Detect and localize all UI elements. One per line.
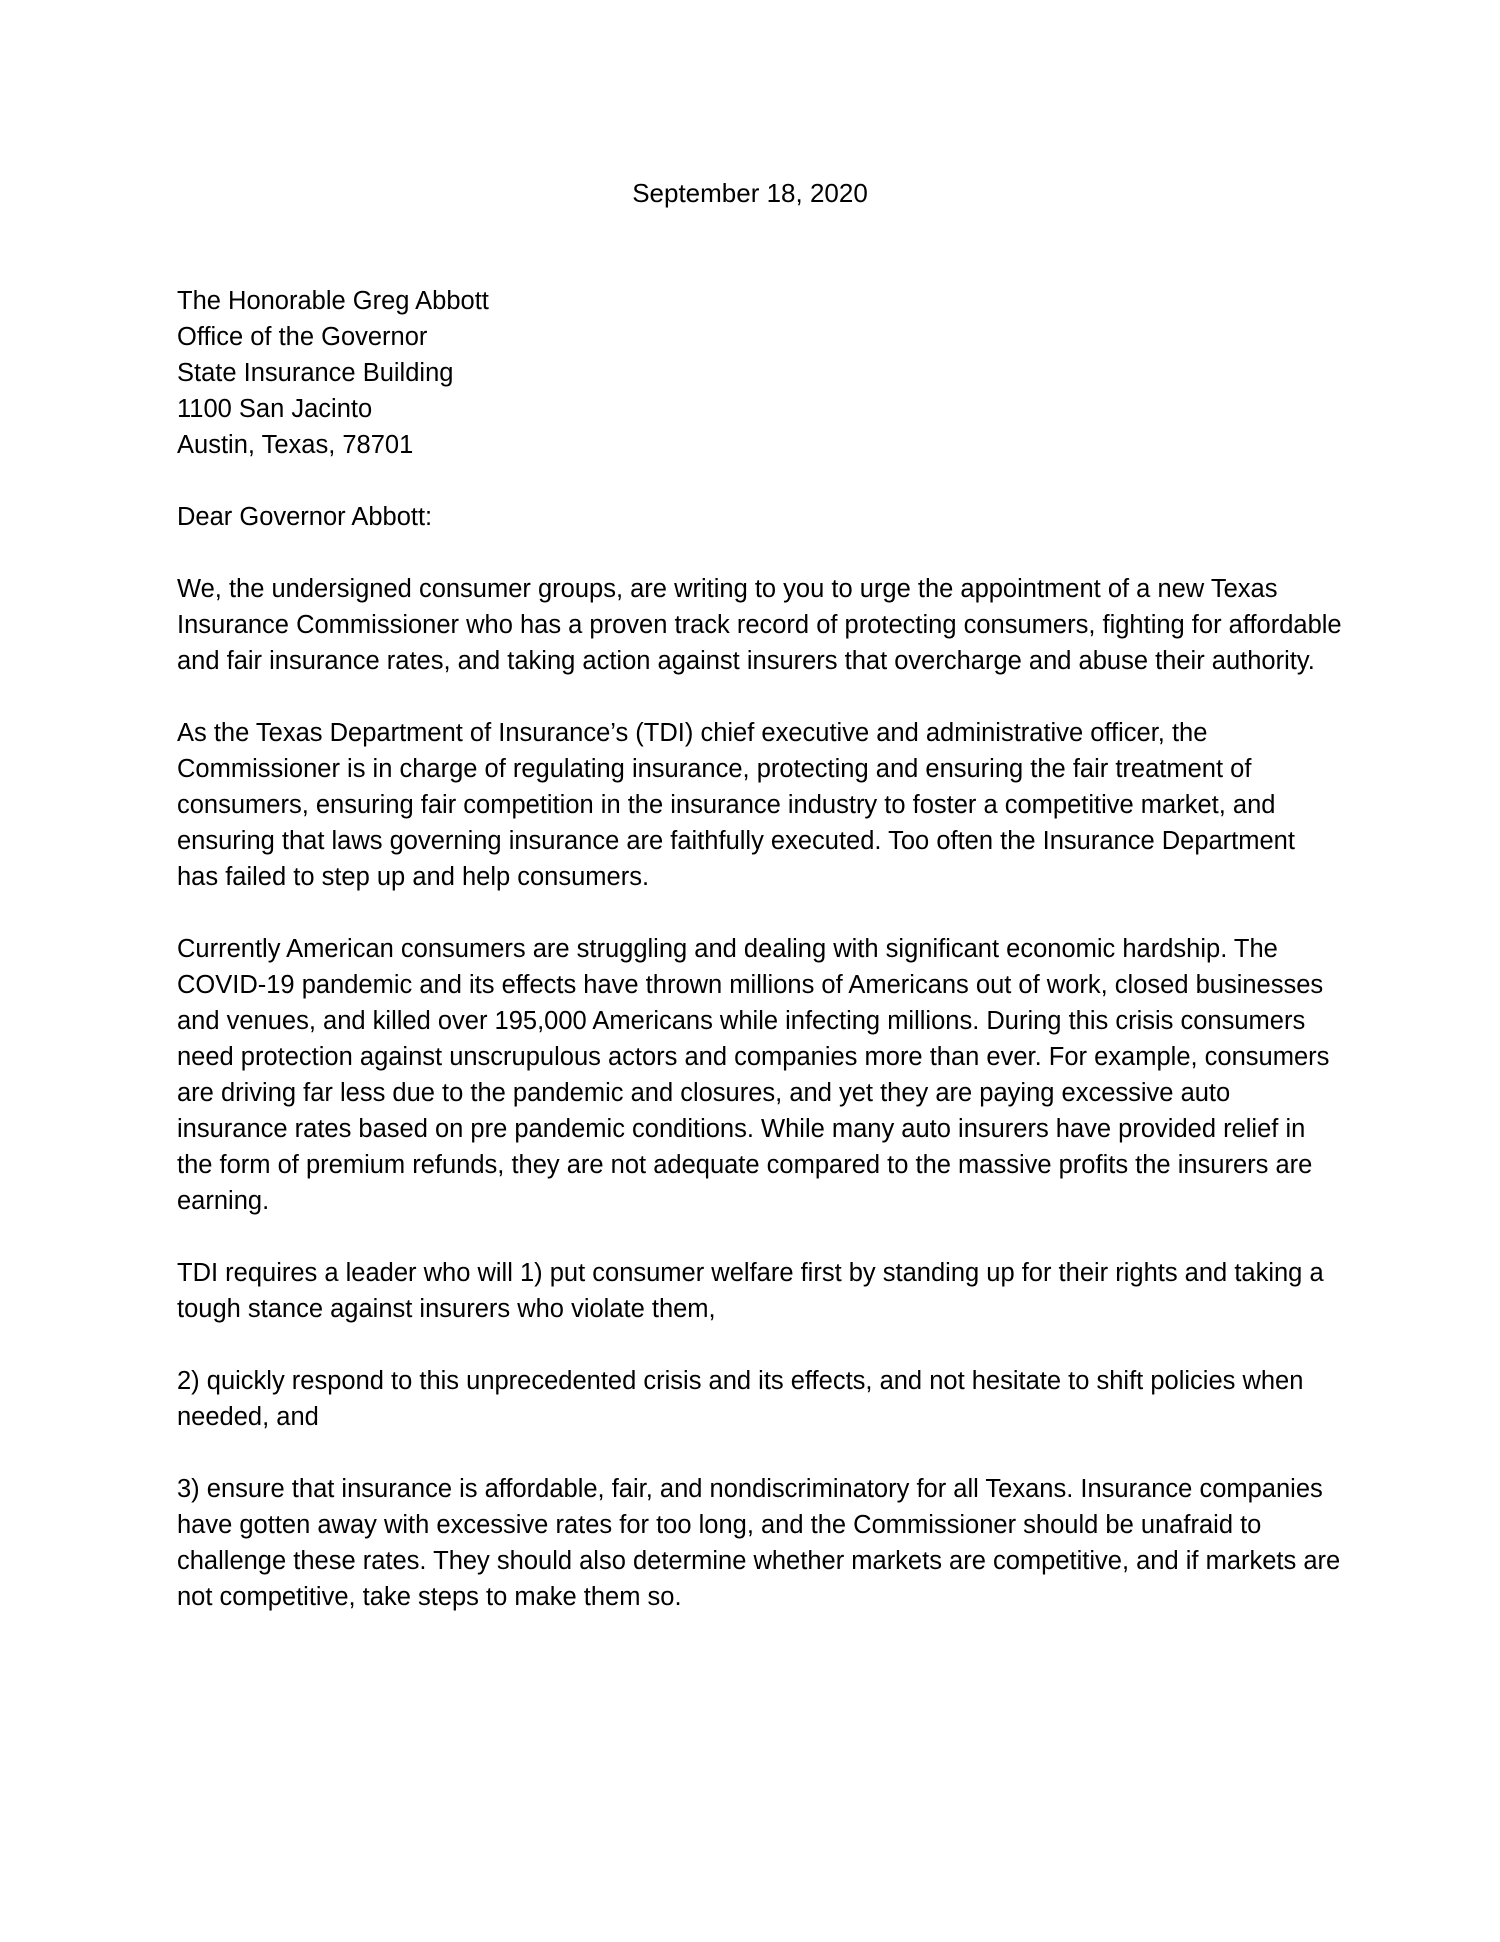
letter-date: September 18, 2020	[632, 178, 868, 208]
salutation: Dear Governor Abbott:	[177, 503, 433, 531]
paragraph-requirement-2: 2) quickly respond to this unprecedented crisis and its effects, and not hesitate to shift policies when needed, and	[177, 1367, 1304, 1431]
paragraph-commissioner-role: As the Texas Department of Insurance’s (TDI) chief executive and administrative officer, the Commissioner is in charge of regulating insurance, protecting and ensuring the fair treatment of consumers, ensuring fair competition in the insurance industry to foster a competitive market, and ensuring that laws governing insurance are faithfully executed. Too often the Insurance Department has failed to step up and help consumers.	[177, 719, 1295, 891]
recipient-name: The Honorable Greg Abbott	[177, 287, 489, 315]
recipient-city: Austin, Texas, 78701	[177, 431, 414, 459]
paragraph-urge-appointment: We, the undersigned consumer groups, are writing to you to urge the appointment of a new Texas Insurance Commissioner who has a proven track record of protecting consumers, fighting for affordable and fair insurance rates, and taking action against insurers that overcharge and abuse their authority.	[177, 575, 1342, 675]
paragraph-requirement-3: 3) ensure that insurance is affordable, fair, and nondiscriminatory for all Texans. Insurance companies have gotten away with excessive rates for too long, and the Commissioner should be unafraid to challenge these rates. They should also determine whether markets are competitive, and if markets are not competitive, take steps to make them so.	[177, 1475, 1341, 1611]
letter-body	[177, 283, 1342, 1651]
recipient-building: State Insurance Building	[177, 359, 454, 387]
paragraph-requirement-1: TDI requires a leader who will 1) put consumer welfare first by standing up for their rights and taking a tough stance against insurers who violate them,	[177, 1259, 1324, 1323]
recipient-office: Office of the Governor	[177, 323, 428, 351]
recipient-street: 1100 San Jacinto	[177, 395, 373, 423]
paragraph-covid-hardship: Currently American consumers are struggling and dealing with significant economic hardship. The COVID-19 pandemic and its effects have thrown millions of Americans out of work, closed businesses and venues, and killed over 195,000 Americans while infecting millions. During this crisis consumers need protection against unscrupulous actors and companies more than ever. For example, consumers are driving far less due to the pandemic and closures, and yet they are paying excessive auto insurance rates based on pre pandemic conditions. While many auto insurers have provided relief in the form of premium refunds, they are not adequate compared to the massive profits the insurers are earning.	[177, 935, 1330, 1215]
recipient-address	[177, 283, 1342, 463]
